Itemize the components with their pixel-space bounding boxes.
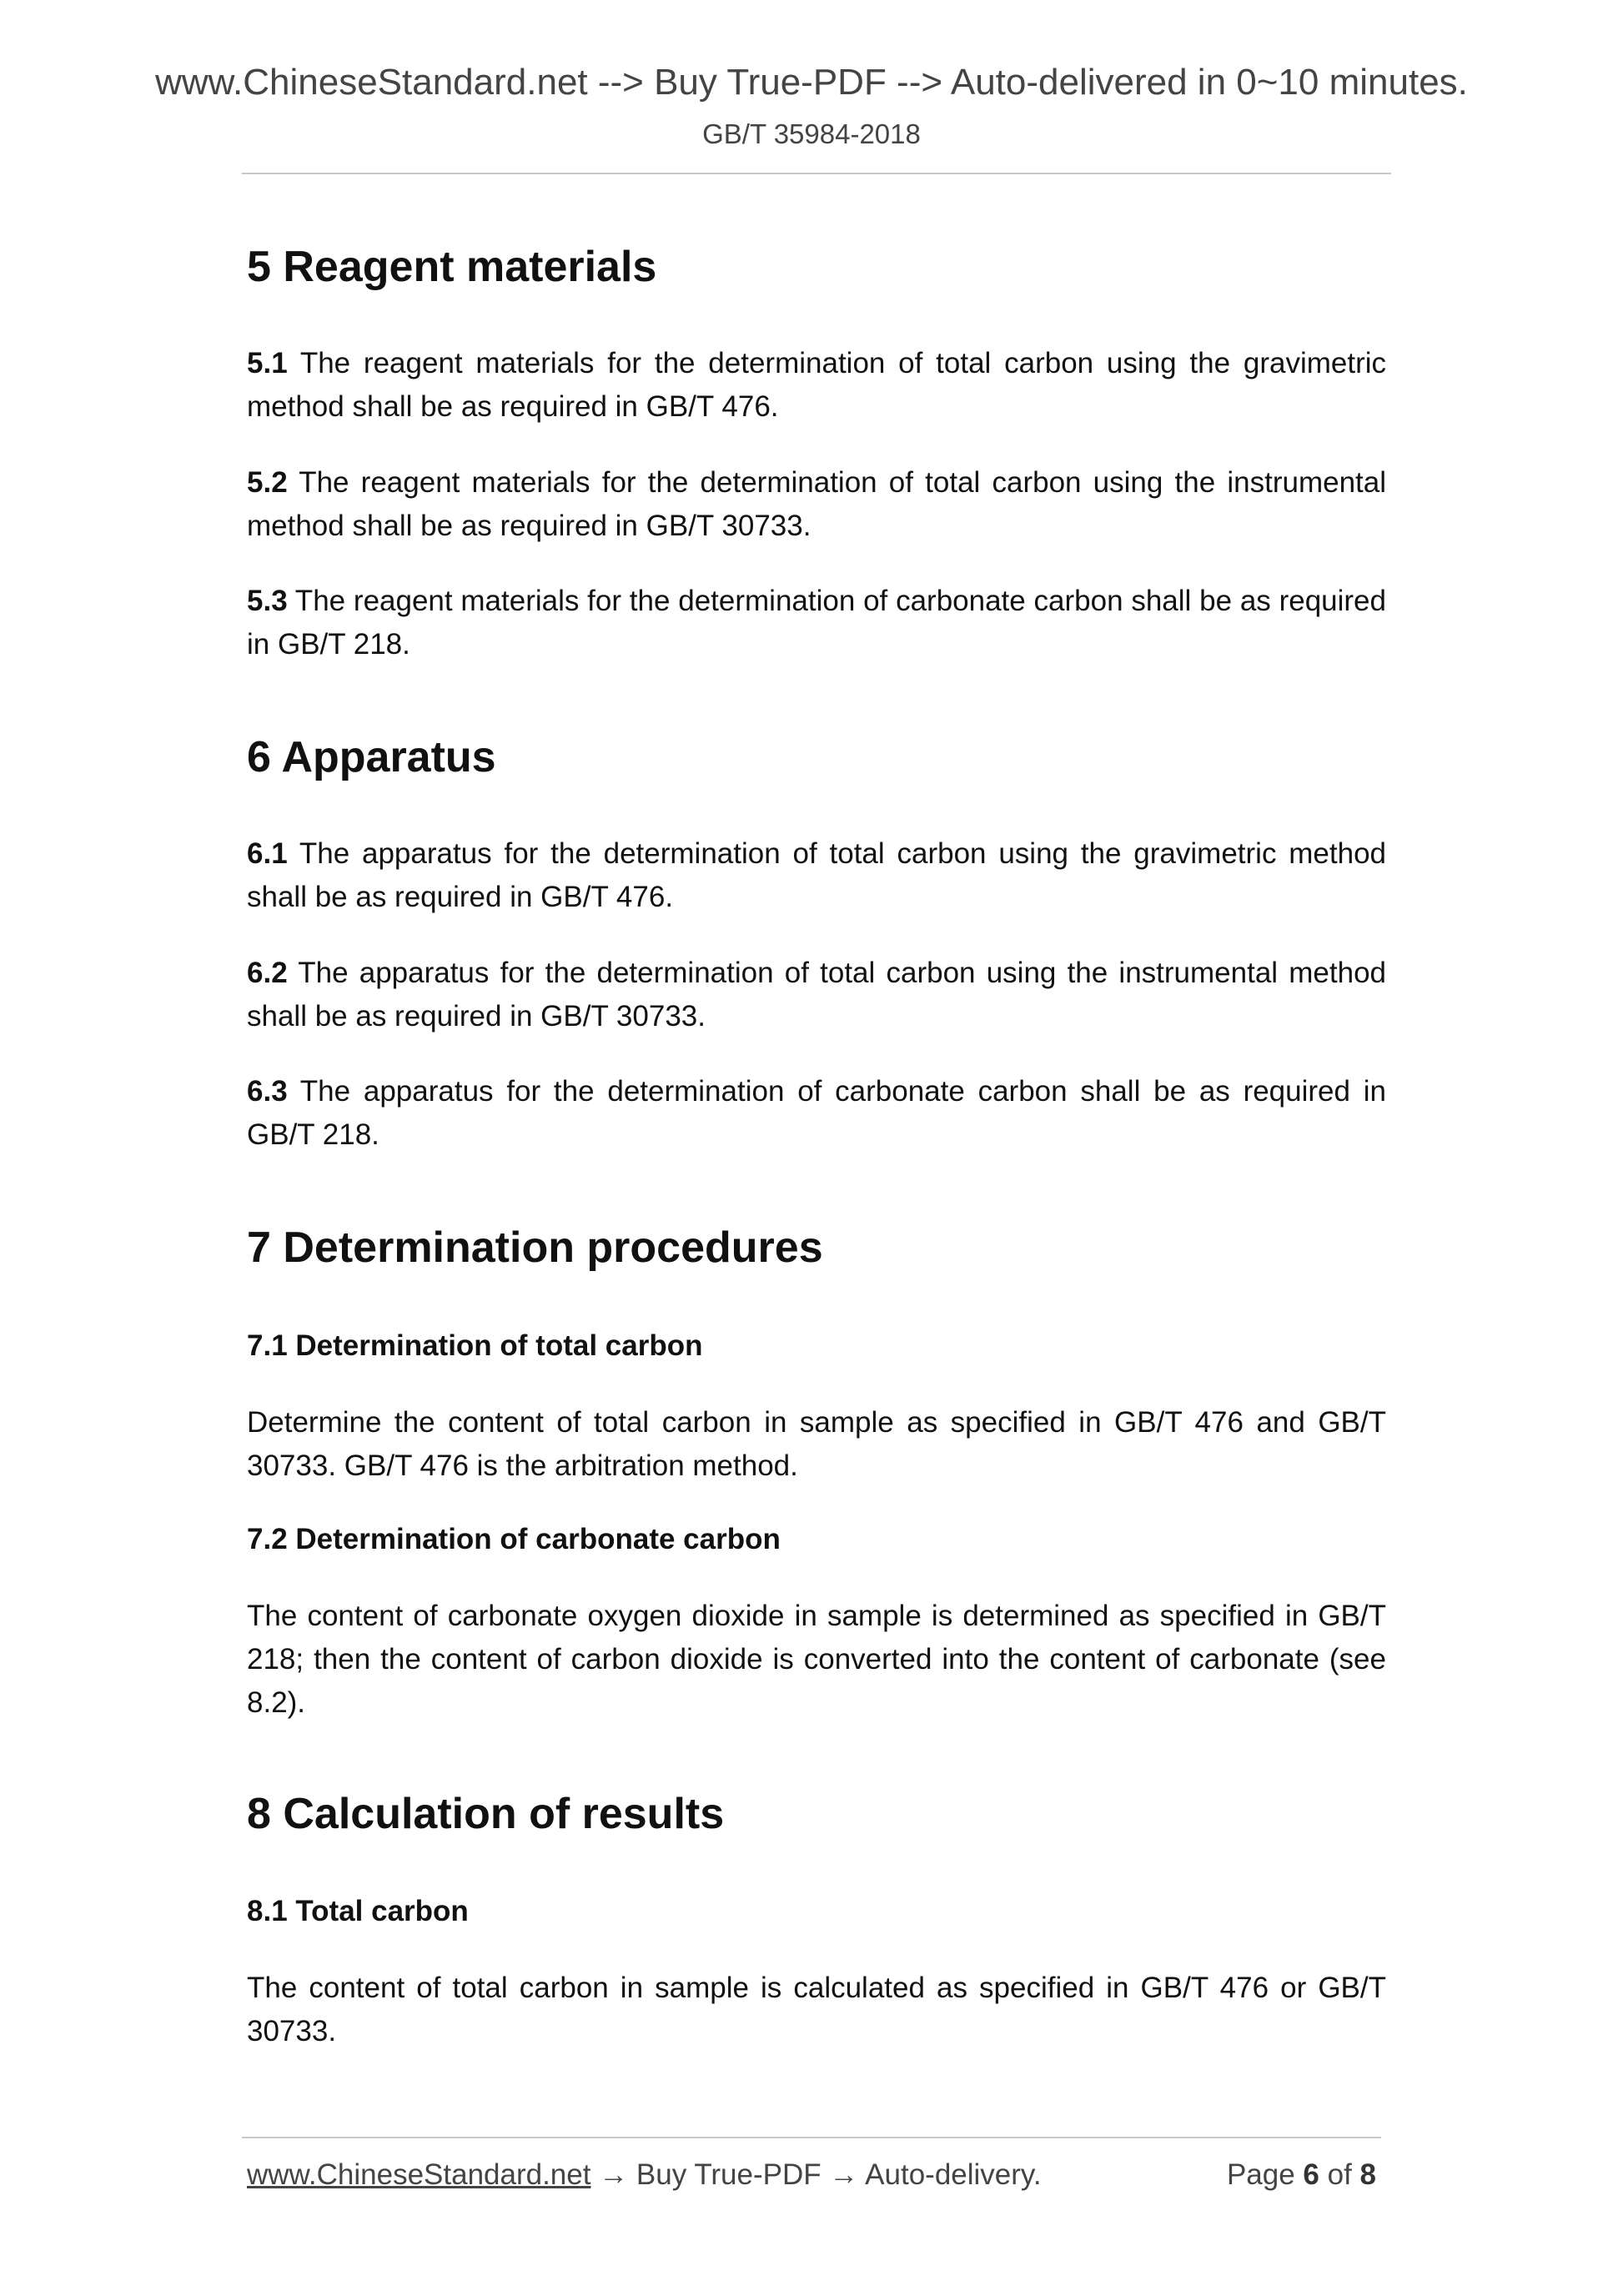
subsection-7-1-heading: 7.1 Determination of total carbon	[247, 1329, 703, 1362]
clause-number: 6.2	[247, 957, 288, 989]
footer-divider	[242, 2137, 1381, 2138]
page-of-label: of	[1319, 2158, 1360, 2191]
clause-6-1	[247, 832, 1386, 919]
clause-number: 5.1	[247, 347, 288, 379]
clause-text: The reagent materials for the determination of total carbon using the gravimetric method shall be as required in GB/T 476.	[247, 347, 1386, 423]
section-7-heading: 7 Determination procedures	[247, 1223, 823, 1272]
page-indicator	[1227, 2158, 1376, 2192]
footer-tagline: → Buy True-PDF → Auto-delivery.	[590, 2158, 1042, 2191]
clause-text: The apparatus for the determination of carbonate carbon shall be as required in GB/T 218.	[247, 1075, 1386, 1151]
clause-5-2	[247, 461, 1386, 548]
clause-6-2	[247, 952, 1386, 1038]
clause-number: 6.3	[247, 1075, 288, 1108]
clause-5-1	[247, 342, 1386, 429]
section-8-heading: 8 Calculation of results	[247, 1790, 725, 1838]
clause-7-2-text: The content of carbonate oxygen dioxide in sample is determined as specified in GB/T 218; then the content of carbon dioxide is converted into the content of carbonate (see 8.2).	[247, 1600, 1386, 1719]
clause-number: 5.3	[247, 585, 288, 617]
subsection-8-1-heading: 8.1 Total carbon	[247, 1895, 469, 1927]
clause-7-1-text: Determine the content of total carbon in sample as specified in GB/T 476 and GB/T 30733. GB/T 476 is the arbitration method.	[247, 1406, 1386, 1482]
clause-8-1-text: The content of total carbon in sample is calculated as specified in GB/T 476 or GB/T 30733.	[247, 1972, 1386, 2047]
section-5-heading: 5 Reagent materials	[247, 243, 657, 291]
clause-number: 5.2	[247, 466, 288, 499]
page-label: Page	[1226, 2158, 1304, 2191]
page-total: 8	[1359, 2158, 1376, 2191]
standard-number: GB/T 35984-2018	[702, 118, 921, 149]
header-divider	[242, 173, 1391, 174]
footer-website-link[interactable]: www.ChineseStandard.net	[247, 2158, 591, 2191]
top-banner: www.ChineseStandard.net --> Buy True-PDF --> Auto-delivered in 0~10 minutes.	[155, 62, 1468, 103]
page-current: 6	[1303, 2158, 1319, 2191]
footer-left	[247, 2158, 1042, 2192]
clause-text: The apparatus for the determination of total carbon using the instrumental method shall be as required in GB/T 30733.	[247, 957, 1386, 1032]
clause-6-3	[247, 1070, 1386, 1157]
clause-text: The apparatus for the determination of total carbon using the gravimetric method shall be as required in GB/T 476.	[247, 837, 1386, 913]
section-6-heading: 6 Apparatus	[247, 733, 496, 781]
clause-number: 6.1	[247, 837, 288, 870]
subsection-7-2-heading: 7.2 Determination of carbonate carbon	[247, 1523, 781, 1555]
clause-5-3	[247, 580, 1386, 666]
clause-text: The reagent materials for the determination of carbonate carbon shall be as required in GB/T 218.	[247, 585, 1386, 661]
clause-text: The reagent materials for the determination of total carbon using the instrumental method shall be as required in GB/T 30733.	[247, 466, 1386, 542]
